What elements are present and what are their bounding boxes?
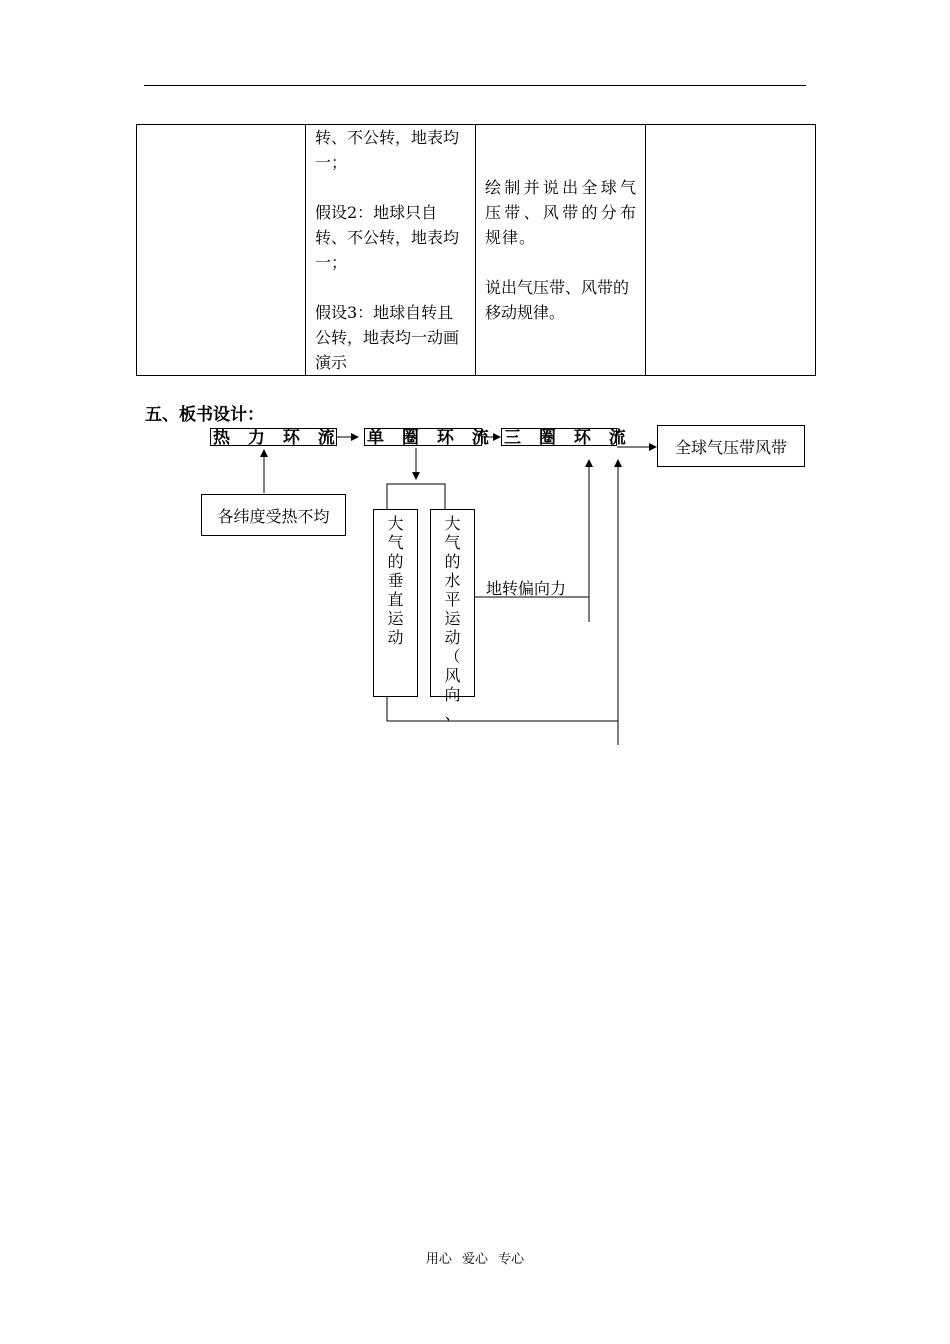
- bottom-line: [387, 697, 618, 721]
- box-global-label: 全球气压带风带: [674, 437, 787, 457]
- box-uneven-label: 各纬度受热不均: [217, 506, 330, 526]
- box-thermal-circulation: 热 力 环 流: [210, 428, 337, 446]
- box-uneven-heating: [201, 494, 346, 536]
- vertical-char: 垂: [387, 571, 404, 590]
- box-horizontal-motion: [430, 509, 475, 723]
- vertical-char: 的: [387, 552, 404, 571]
- horizontal-char: （: [444, 647, 461, 666]
- vertical-char: 直: [387, 590, 404, 609]
- hypothesis-1-tail: 转、不公转，地表均一；: [315, 128, 460, 172]
- vertical-char: 气: [387, 533, 404, 552]
- box-three-cell-circulation: 三 圈 环 流: [501, 428, 617, 446]
- vertical-char: 大: [387, 514, 404, 533]
- horizontal-char: 大: [444, 514, 461, 533]
- horizontal-char: 的: [444, 552, 461, 571]
- box-single-cell-circulation: 单 圈 环 流: [364, 428, 482, 446]
- hypothesis-2: 假设2：地球只自转、不公转，地表均一；: [315, 203, 460, 272]
- box-vertical-motion: [373, 509, 418, 697]
- vertical-char: 动: [387, 628, 404, 647]
- horizontal-char: 动: [444, 628, 461, 647]
- hypothesis-3: 假设3：地球自转且公转，地表均一动画演示: [315, 303, 460, 372]
- horizontal-char: 气: [444, 533, 461, 552]
- bracket-line: [387, 484, 445, 509]
- objective-1: 绘制并说出全球气压带、风带的分布规律。: [485, 178, 637, 247]
- horizontal-char: 、: [444, 704, 461, 723]
- section-title: 五、板书设计：: [145, 405, 264, 425]
- horizontal-char: 向: [444, 685, 461, 704]
- page-footer: 用心 爱心 专心: [425, 1252, 525, 1267]
- objective-2: 说出气压带、风带的移动规律。: [485, 278, 630, 322]
- horizontal-char: 风: [444, 666, 461, 685]
- horizontal-char: 平: [444, 590, 461, 609]
- label-coriolis-force: 地转偏向力: [486, 579, 567, 598]
- box-global-pressure-wind-belts: [657, 425, 805, 467]
- horizontal-char: 水: [444, 571, 461, 590]
- horizontal-char: 运: [444, 609, 461, 628]
- vertical-char: 运: [387, 609, 404, 628]
